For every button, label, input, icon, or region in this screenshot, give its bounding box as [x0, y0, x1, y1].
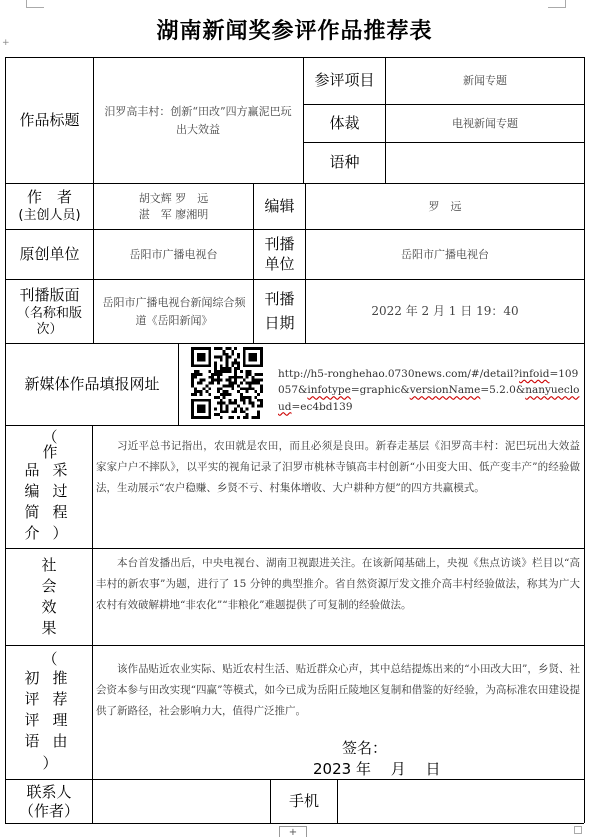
work-title-value[interactable]: 汨罗高丰村：创新“田改”四方赢泥巴玩出大效益 — [104, 105, 292, 136]
editor-value[interactable]: 罗 远 — [428, 200, 462, 213]
signature-date[interactable]: 2023 年 月 日 — [313, 760, 441, 778]
contact-value[interactable] — [93, 780, 270, 823]
label-phone: 手机 — [288, 791, 319, 810]
authors-line1: 胡文辉 罗 远 — [138, 192, 209, 206]
qr-code-icon[interactable] — [191, 347, 263, 419]
recommendation-text[interactable]: 该作品贴近农业实际、贴近农村生活、贴近群众心声，其中总结提炼出来的“小田改大田”，乡贤、社会资本参与田改实现“四赢”等模式，如今已成为岳阳丘陵地区复制和借鉴的好经验，为高标准农田建设提供了新路径，社会影响力大，值得广泛推广。 — [96, 663, 580, 717]
production-intro-text[interactable]: 习近平总书记指出，农田就是农田，而且必须是良田。新春走基层《汨罗高丰村：泥巴玩出大效益 家家户户不摔队》，以平实的视角记录了汨罗市桃林寺镇高丰村创新“小田变大田、低产变丰产”的经验做法，生动展示“农户稳赚、乡贤不亏、村集体增收、大户耕种方便”的四方共赢模式。 — [96, 440, 580, 494]
margin-mark: + — [2, 38, 10, 48]
page-title: 湖南新闻奖参评作品推荐表 — [156, 19, 433, 44]
publish-unit-value[interactable]: 岳阳市广播电视台 — [401, 247, 489, 261]
label-authors-line1: 作 者 — [26, 188, 72, 207]
label-publish-layout — [6, 280, 93, 343]
label-date-line2: 日期 — [264, 313, 295, 332]
label-new-media-url: 新媒体作品填报网址 — [24, 374, 160, 393]
authors-value[interactable] — [94, 184, 253, 229]
label-publish-unit — [254, 230, 305, 279]
label-date-line1: 刊播 — [264, 290, 295, 309]
language-value[interactable] — [386, 143, 584, 183]
authors-line2: 湛 军 廖湘明 — [138, 207, 209, 221]
publish-layout-value[interactable]: 岳阳市广播电视台新闻综合频道《岳阳新闻》 — [102, 296, 246, 327]
table-resize-handle[interactable] — [574, 826, 582, 834]
label-publish-unit-line1: 刊播 — [264, 235, 295, 253]
label-category: 参评项目 — [314, 71, 375, 90]
social-effect-text[interactable]: 本台首发播出后，中央电视台、湖南卫视跟进关注。在该新闻基础上，央视《焦点访谈》栏目以“高丰村的新农事”为题，进行了 15 分钟的典型推介。省自然资源厅发文推介高丰村经验做法，称其为广大农村有效破解耕地“非农化”“非粮化”难题提供了可复制的经验做法。 — [96, 557, 580, 611]
label-layout-line3: 次） — [36, 322, 63, 338]
label-social-effect: 社 会 效 果 — [41, 556, 57, 637]
signature-label: 签名： — [342, 739, 388, 757]
label-work-title: 作品标题 — [19, 110, 80, 129]
crop-mark-left — [26, 0, 44, 8]
phone-value[interactable] — [338, 780, 584, 823]
label-contact: 联系人 （作者） — [18, 782, 79, 820]
genre-value[interactable]: 电视新闻专题 — [452, 116, 518, 130]
label-publish-date — [254, 280, 305, 343]
original-unit-value[interactable]: 岳阳市广播电视台 — [129, 247, 218, 261]
new-media-url[interactable]: http://h5-ronghehao.0730news.com/#/detail?infoid=109057&infotype=graphic&versionName=5.2.0&nanyuecloud=ec4bd139 — [278, 368, 580, 413]
publish-date-value[interactable]: 2022 年 2 月 1 日 19：40 — [371, 304, 519, 319]
label-publish-unit-line2: 单位 — [264, 254, 295, 273]
category-value[interactable]: 新闻专题 — [463, 74, 507, 88]
label-language: 语种 — [329, 153, 360, 172]
add-row-button[interactable]: + — [279, 826, 307, 837]
label-authors — [6, 184, 93, 229]
label-authors-line2: (主创人员) — [18, 207, 81, 223]
label-layout-line2: （名称和版 — [16, 305, 82, 321]
label-genre: 体裁 — [329, 113, 360, 132]
label-production-intro: （ 作 品 编 简 介 采 过 程 ） — [24, 428, 68, 542]
crop-mark-right — [548, 0, 566, 8]
label-recommendation: （ 初 评 评 语 推 荐 理 由 ） — [24, 650, 68, 772]
label-editor: 编辑 — [264, 196, 295, 215]
label-layout-line1: 刊播版面 — [19, 286, 80, 304]
label-original-unit: 原创单位 — [19, 244, 80, 263]
